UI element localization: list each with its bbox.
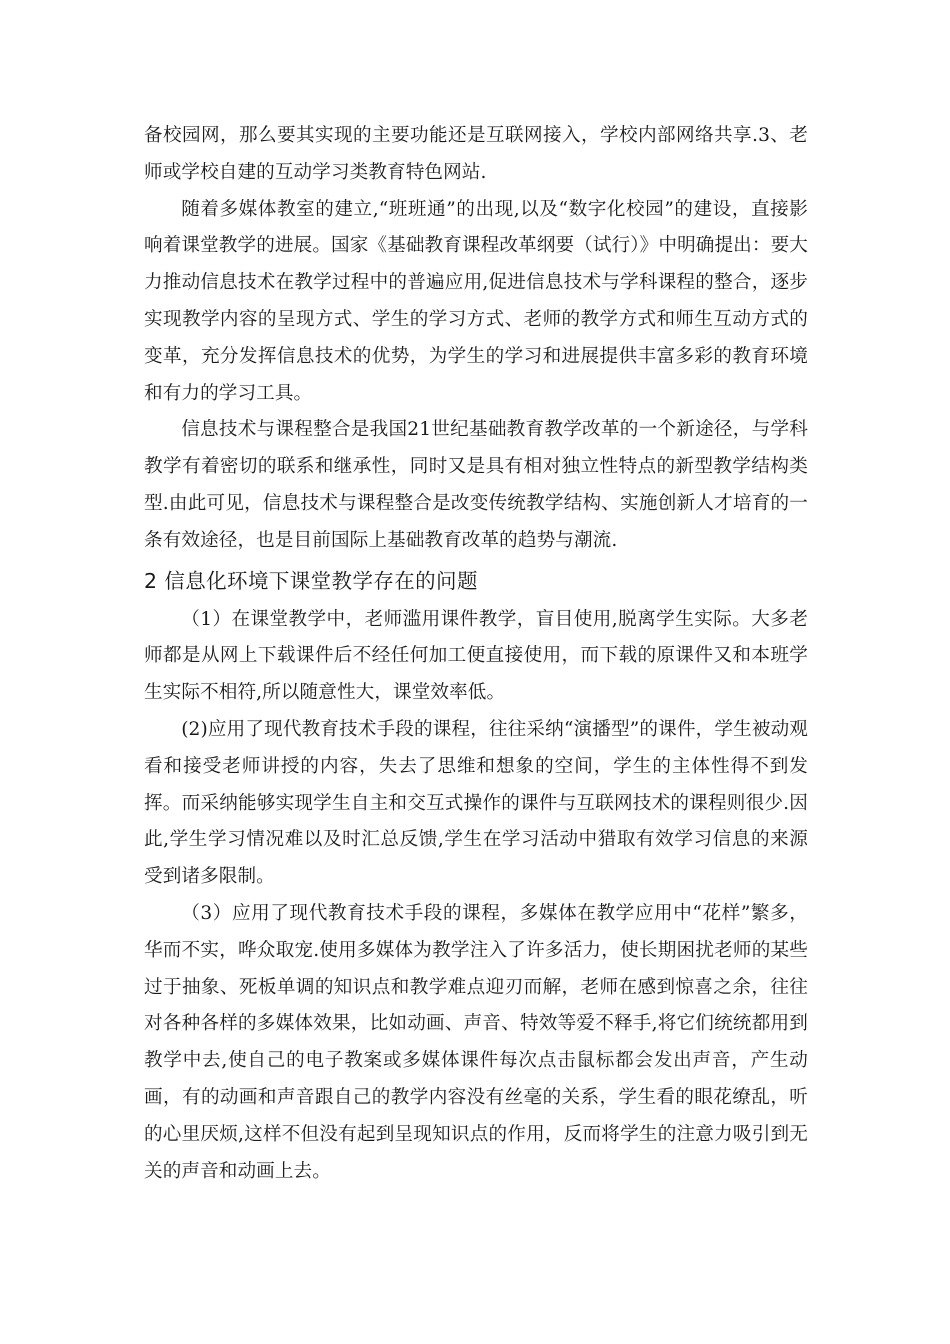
document-page bbox=[144, 118, 808, 1190]
paragraph-problem-2: (2)应用了现代教育技术手段的课程，往往采纳“演播型”的课件，学生被动观看和接受老师讲授的内容，失去了思维和想象的空间，学生的主体性得不到发挥。而采纳能够实现学生自主和交互式操作的课件与互联网技术的课程则很少.因此,学生学习情况难以及时汇总反馈,学生在学习活动中猎取有效学习信息的来源受到诸多限制。 bbox=[144, 718, 808, 888]
paragraph-multimedia-classroom: 随着多媒体教室的建立,“班班通”的出现,以及“数字化校园”的建设，直接影响着课堂教学的进展。国家《基础教育课程改革纲要（试行）》中明确提出：要大力推动信息技术在教学过程中的普遍应用,促进信息技术与学科课程的整合，逐步实现教学内容的呈现方式、学生的学习方式、老师的教学方式和师生互动方式的变革，充分发挥信息技术的优势，为学生的学习和进展提供丰富多彩的教育环境和有力的学习工具。 bbox=[144, 198, 808, 404]
paragraph-problem-1: （1）在课堂教学中，老师滥用课件教学，盲目使用,脱离学生实际。大多老师都是从网上下载课件后不经任何加工便直接使用，而下载的原课件又和本班学生实际不相符,所以随意性大，课堂效率低。 bbox=[144, 608, 808, 704]
paragraph-continuation: 备校园网，那么要其实现的主要功能还是互联网接入，学校内部网络共享.3、老师或学校自建的互动学习类教育特色网站. bbox=[144, 125, 808, 183]
paragraph-problem-3: （3）应用了现代教育技术手段的课程，多媒体在教学应用中“花样”繁多，华而不实，哗众取宠.使用多媒体为教学注入了许多活力，使长期困扰老师的某些过于抽象、死板单调的知识点和教学难点迎刃而解，老师在感到惊喜之余，往往对各种各样的多媒体效果，比如动画、声音、特效等爱不释手,将它们统统都用到教学中去,使自己的电子教案或多媒体课件每次点击鼠标都会发出声音，产生动画，有的动画和声音跟自己的教学内容没有丝毫的关系，学生看的眼花缭乱，听的心里厌烦,这样不但没有起到呈现知识点的作用，反而将学生的注意力吸引到无关的声音和动画上去。 bbox=[144, 902, 808, 1182]
paragraph-curriculum-integration: 信息技术与课程整合是我国21世纪基础教育教学改革的一个新途径，与学科教学有着密切的联系和继承性，同时又是具有相对独立性特点的新型教学结构类型.由此可见，信息技术与课程整合是改变传统教学结构、实施创新人才培育的一条有效途径，也是目前国际上基础教育改革的趋势与潮流. bbox=[144, 419, 808, 551]
section-heading: 2 信息化环境下课堂教学存在的问题 bbox=[144, 568, 478, 593]
